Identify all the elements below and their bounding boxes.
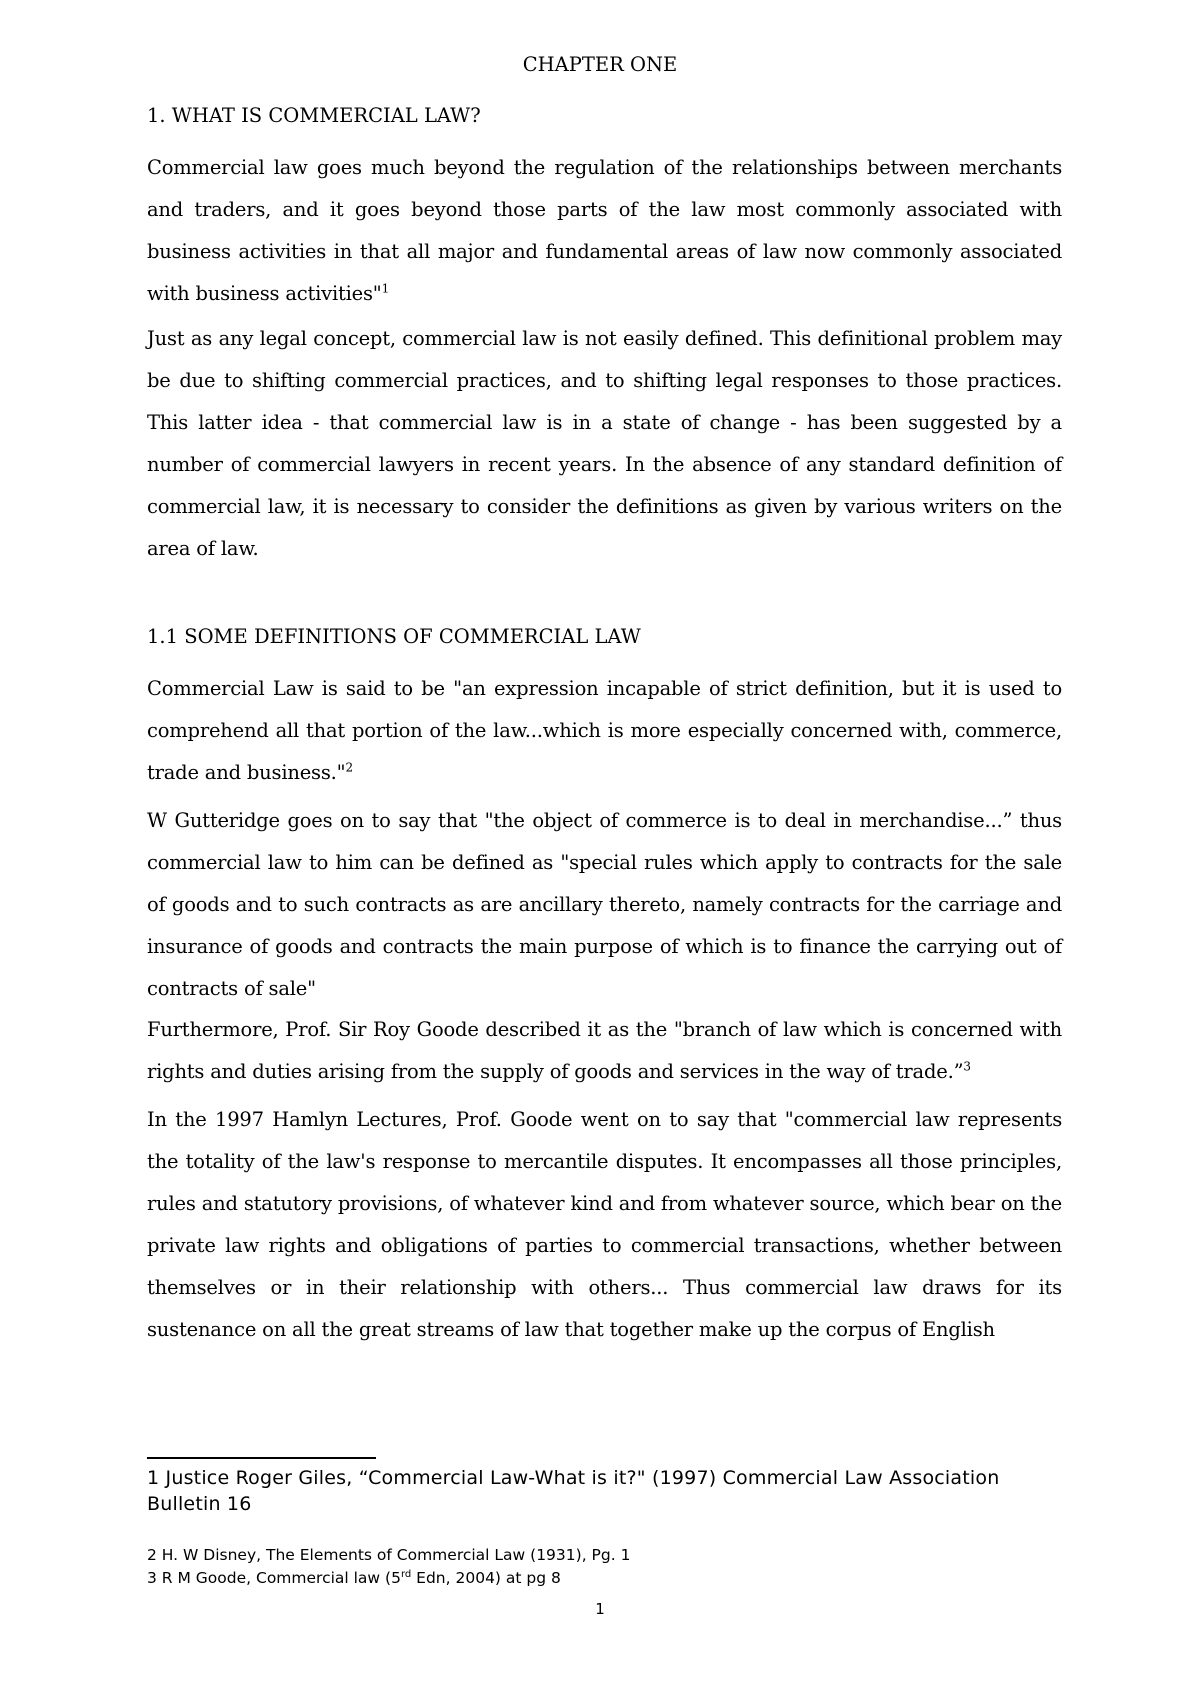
footnote-3-superscript: rd [400,1568,412,1580]
footnote-1: 1 Justice Roger Giles, “Commercial Law-What is it?" (1997) Commercial Law Association Bulletin 16 [147,1467,1000,1515]
footnote-separator [147,1457,376,1459]
section-2-body-3 [147,1009,1062,1093]
paragraph-gutteridge: W Gutteridge goes on to say that "the object of commerce is to deal in merchandise...” thus commercial law to him can be defined as "special rules which apply to contracts for the sale of goods and to such contracts as are ancillary thereto, namely contracts for the carriage and insurance of goods and contracts the main purpose of which is to finance the carrying out of contracts of sale" [147,809,1062,1000]
footnote-ref-2: 2 [345,760,353,775]
footnote-ref-3: 3 [963,1059,971,1074]
section-2-body-1 [147,668,1062,794]
footnote-3 [147,1566,1067,1590]
paragraph-hamlyn-lectures: In the 1997 Hamlyn Lectures, Prof. Goode went on to say that "commercial law represents the totality of the law's response to mercantile disputes. It encompasses all those principles, rules and statutory provisions, of whatever kind and from whatever source, which bear on the private law rights and obligations of parties to commercial transactions, whether between themselves or in their relationship with others... Thus commercial law draws for its sustenance on all the great streams of law that together make up the corpus of English [147,1108,1062,1341]
footnote-3-text-end: Edn, 2004) at pg 8 [411,1569,561,1587]
section-2-body-4 [147,1099,1062,1351]
paragraph-goode-branch [147,1009,1062,1093]
page-number: 1 [595,1600,605,1618]
section-heading-what-is-commercial-law: 1. WHAT IS COMMERCIAL LAW? [147,104,481,127]
paragraph-definitional-problem: Just as any legal concept, commercial law is not easily defined. This definitional problem may be due to shifting commercial practices, and to shifting legal responses to those practices. This latter idea - that commercial law is in a state of change - has been suggested by a number of commercial lawyers in recent years. In the absence of any standard definition of commercial law, it is necessary to consider the definitions as given by various writers on the area of law. [147,327,1062,560]
paragraph-commercial-law-scope [147,147,1062,315]
chapter-title: CHAPTER ONE [522,53,678,76]
footnote-3-text: 3 R M Goode, Commercial law (5 [147,1569,401,1587]
section-2-body-2 [147,800,1062,1010]
section-heading-definitions: 1.1 SOME DEFINITIONS OF COMMERCIAL LAW [147,625,641,648]
paragraph-expression-incapable [147,668,1062,794]
section-1-body-2 [147,318,1062,570]
section-1-body [147,147,1062,315]
footnote-ref-1: 1 [381,281,390,296]
paragraph-text: Commercial law goes much beyond the regulation of the relationships between merchants and traders, and it goes beyond those parts of the law most commonly associated with business activities in that all major and fundamental areas of law now commonly associated with business activities" [147,156,1062,305]
footnote-2: 2 H. W Disney, The Elements of Commercial Law (1931), Pg. 1 [147,1546,631,1564]
paragraph-text: Commercial Law is said to be "an expression incapable of strict definition, but it is used to comprehend all that portion of the law...which is more especially concerned with, commerce, trade and business." [147,677,1062,784]
paragraph-text: Furthermore, Prof. Sir Roy Goode described it as the "branch of law which is concerned with rights and duties arising from the supply of goods and services in the way of trade.” [147,1018,1062,1083]
